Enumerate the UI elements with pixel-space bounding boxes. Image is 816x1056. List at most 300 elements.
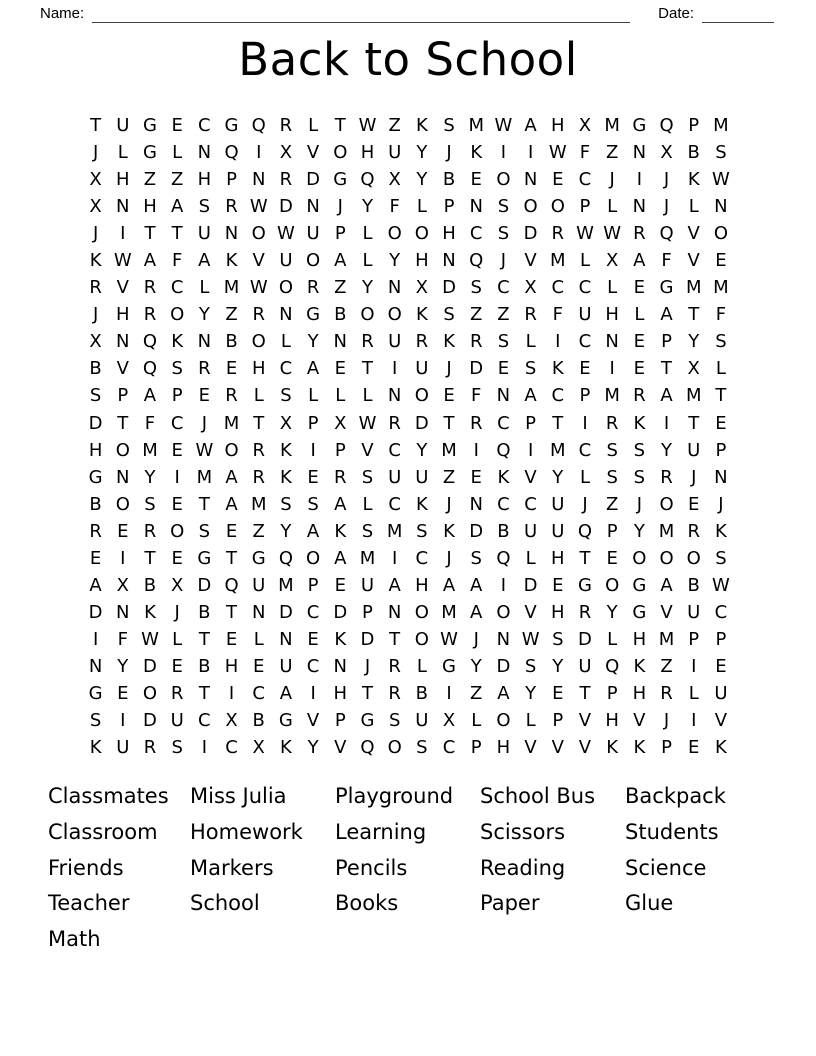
word-list-item: Friends [48, 855, 124, 880]
grid-letter: D [414, 412, 429, 434]
grid-row [82, 545, 735, 572]
grid-letter: F [579, 142, 591, 164]
grid-letter: L [362, 250, 373, 272]
word-list-item: Backpack [625, 784, 726, 808]
grid-letter: R [198, 358, 211, 380]
grid-letter: N [387, 385, 402, 407]
grid-letter: O [686, 547, 701, 569]
grid-letter: J [663, 196, 670, 218]
grid-letter: L [525, 547, 536, 569]
grid-letter: W [494, 115, 513, 136]
grid-row [82, 599, 735, 626]
grid-letter: X [279, 142, 293, 164]
grid-letter: Y [144, 466, 156, 488]
grid-letter: E [171, 439, 183, 461]
grid-letter: W [603, 223, 622, 245]
grid-letter: A [143, 385, 157, 407]
grid-letter: T [334, 115, 346, 136]
grid-letter: Y [552, 655, 564, 677]
grid-row [82, 382, 735, 409]
grid-letter: G [88, 466, 103, 488]
word-list-column [335, 779, 480, 958]
grid-letter: H [496, 737, 511, 759]
grid-row [82, 437, 735, 464]
grid-letter: A [306, 358, 320, 380]
grid-letter: P [579, 385, 591, 407]
grid-letter: E [715, 655, 727, 677]
grid-letter: L [172, 142, 183, 164]
grid-letter: N [333, 331, 348, 353]
grid-letter: R [469, 412, 483, 434]
grid-row [82, 572, 735, 599]
grid-letter: E [225, 358, 238, 380]
grid-letter: M [604, 115, 620, 136]
grid-letter: T [144, 223, 156, 245]
grid-letter: U [687, 439, 701, 461]
grid-letter: N [632, 142, 647, 164]
grid-letter: D [523, 574, 538, 596]
grid-letter: M [441, 439, 457, 461]
grid-letter: Z [442, 466, 456, 488]
grid-letter: C [388, 493, 401, 515]
grid-letter: S [524, 358, 537, 380]
grid-letter: E [171, 655, 183, 677]
grid-letter: S [198, 196, 211, 218]
grid-letter: D [360, 628, 375, 650]
grid-letter: O [170, 304, 185, 326]
grid-letter: R [89, 520, 102, 542]
grid-row [82, 734, 735, 761]
grid-letter: M [685, 277, 702, 299]
word-list-item: Teacher [48, 891, 130, 916]
grid-letter: K [415, 493, 428, 515]
grid-letter: X [524, 277, 537, 299]
grid-letter: K [144, 601, 156, 623]
grid-letter: L [308, 115, 319, 136]
grid-letter: O [333, 142, 348, 164]
grid-letter: A [334, 250, 347, 272]
grid-letter: T [198, 628, 210, 650]
grid-letter: L [253, 385, 264, 407]
grid-row [82, 410, 735, 437]
grid-letter: J [663, 169, 670, 191]
grid-letter: O [414, 223, 429, 245]
grid-letter: B [143, 574, 157, 596]
grid-letter: Y [416, 142, 428, 164]
grid-letter: O [659, 493, 674, 515]
grid-letter: A [279, 682, 293, 704]
grid-letter: V [578, 737, 592, 759]
grid-letter: D [278, 601, 293, 623]
grid-letter: M [278, 574, 294, 596]
grid-letter: H [143, 196, 157, 218]
grid-letter: B [442, 169, 456, 191]
grid-letter: V [687, 250, 700, 272]
grid-letter: I [120, 710, 126, 732]
grid-letter: E [552, 169, 564, 191]
grid-letter: E [715, 412, 727, 434]
grid-letter: N [387, 277, 402, 299]
grid-letter: K [415, 304, 428, 326]
grid-letter: R [361, 331, 374, 353]
grid-letter: N [632, 196, 647, 218]
grid-letter: S [524, 655, 537, 677]
grid-letter: P [606, 682, 618, 704]
grid-letter: D [143, 655, 157, 677]
grid-letter: P [715, 439, 727, 461]
grid-letter: E [470, 466, 482, 488]
grid-letter: K [225, 250, 238, 272]
grid-letter: Q [496, 547, 511, 569]
name-field[interactable] [92, 6, 630, 23]
grid-letter: A [470, 601, 483, 623]
grid-letter: E [117, 682, 129, 704]
grid-row [82, 464, 735, 491]
grid-letter: K [280, 466, 292, 488]
word-list-item: Playground [335, 784, 454, 808]
grid-letter: N [116, 601, 130, 623]
grid-letter: I [120, 547, 126, 569]
grid-letter: O [142, 682, 158, 704]
grid-letter: Y [307, 331, 319, 353]
grid-letter: R [388, 655, 401, 677]
grid-letter: S [280, 385, 292, 407]
grid-letter: Z [605, 142, 619, 164]
grid-letter: O [605, 574, 620, 596]
grid-letter: X [605, 250, 619, 272]
grid-letter: R [687, 520, 700, 542]
grid-letter: L [607, 277, 618, 299]
grid-letter: X [225, 710, 238, 732]
grid-letter: W [521, 628, 540, 650]
grid-letter: L [199, 277, 210, 299]
grid-letter: U [279, 250, 293, 272]
grid-letter: R [279, 169, 293, 191]
grid-letter: D [469, 358, 484, 380]
grid-letter: U [306, 223, 320, 245]
word-list-item: Classmates [48, 784, 169, 808]
grid-letter: O [659, 547, 674, 569]
grid-letter: N [714, 466, 728, 488]
grid-letter: A [198, 250, 211, 272]
grid-letter: S [552, 628, 564, 650]
grid-letter: A [524, 385, 537, 407]
grid-letter: C [578, 277, 592, 299]
grid-letter: Q [251, 115, 266, 136]
grid-letter: C [170, 277, 184, 299]
grid-letter: E [225, 520, 238, 542]
grid-letter: F [117, 628, 128, 650]
grid-letter: G [333, 169, 348, 191]
word-list-item: Math [48, 927, 101, 952]
grid-letter: S [89, 385, 102, 407]
word-list-item: Markers [190, 855, 274, 880]
grid-letter: Q [605, 655, 620, 677]
grid-letter: Y [552, 466, 564, 488]
grid-letter: I [310, 682, 316, 704]
grid-letter: M [142, 439, 158, 461]
grid-letter: L [362, 385, 373, 407]
worksheet-header [40, 1, 774, 23]
grid-letter: K [551, 358, 564, 380]
grid-letter: V [578, 710, 592, 732]
grid-letter: P [688, 115, 700, 136]
grid-letter: I [392, 358, 398, 380]
grid-letter: M [223, 277, 240, 299]
grid-letter: H [116, 304, 130, 326]
word-list-item: Books [335, 891, 399, 916]
grid-letter: F [471, 385, 482, 407]
grid-row [82, 680, 735, 707]
grid-letter: C [578, 331, 592, 353]
grid-letter: C [497, 493, 510, 515]
grid-letter: D [469, 520, 484, 542]
grid-letter: N [279, 628, 293, 650]
grid-letter: L [362, 223, 373, 245]
word-list-item: School Bus [480, 784, 596, 808]
grid-letter: E [715, 250, 727, 272]
grid-letter: E [307, 628, 319, 650]
grid-letter: C [524, 493, 537, 515]
grid-letter: V [306, 142, 320, 164]
grid-letter: T [90, 115, 102, 136]
name-label: Name: [40, 5, 85, 22]
grid-letter: H [116, 169, 130, 191]
grid-letter: R [225, 196, 238, 218]
grid-letter: W [358, 115, 377, 136]
grid-letter: K [715, 737, 727, 759]
grid-letter: R [633, 385, 646, 407]
grid-letter: D [306, 169, 321, 191]
page-title: Back to School [238, 33, 578, 86]
grid-letter: Z [225, 304, 238, 326]
grid-letter: O [632, 547, 647, 569]
grid-letter: K [171, 331, 184, 353]
grid-letter: T [226, 601, 238, 623]
grid-letter: R [334, 466, 347, 488]
grid-letter: J [446, 358, 452, 380]
grid-letter: S [633, 466, 646, 488]
grid-letter: O [115, 439, 130, 461]
grid-letter: G [197, 547, 212, 569]
grid-letter: R [660, 466, 673, 488]
grid-letter: M [685, 385, 702, 407]
grid-letter: B [252, 710, 265, 732]
grid-letter: E [171, 493, 183, 515]
grid-letter: R [170, 682, 184, 704]
word-list-item: Glue [625, 891, 674, 916]
grid-letter: G [251, 547, 266, 569]
grid-letter: I [92, 628, 99, 650]
grid-letter: G [632, 115, 647, 136]
grid-letter: R [306, 277, 320, 299]
grid-letter: O [387, 223, 402, 245]
grid-letter: L [579, 466, 590, 488]
grid-letter: A [442, 574, 456, 596]
grid-letter: X [279, 412, 293, 434]
grid-letter: A [334, 493, 347, 515]
word-list-column [625, 779, 726, 958]
word-list [48, 779, 796, 958]
grid-letter: L [607, 628, 618, 650]
grid-letter: O [496, 601, 511, 623]
grid-letter: S [388, 710, 401, 732]
word-list-item: Pencils [335, 855, 408, 880]
grid-letter: N [279, 304, 293, 326]
grid-letter: E [552, 574, 564, 596]
grid-letter: J [446, 493, 452, 515]
grid-letter: R [143, 304, 157, 326]
grid-letter: R [415, 331, 429, 353]
grid-letter: P [171, 385, 183, 407]
grid-letter: I [310, 439, 316, 461]
grid-letter: Y [117, 655, 129, 677]
grid-letter: V [524, 466, 537, 488]
grid-letter: X [170, 574, 184, 596]
grid-letter: Y [525, 682, 537, 704]
grid-letter: S [171, 358, 183, 380]
grid-letter: O [550, 196, 565, 218]
grid-letter: K [606, 737, 619, 759]
grid-letter: C [388, 439, 401, 461]
grid-letter: J [663, 710, 670, 732]
grid-row [82, 355, 735, 382]
word-list-column [48, 779, 190, 958]
grid-letter: J [691, 466, 697, 488]
grid-letter: M [658, 628, 675, 650]
grid-letter: U [524, 520, 538, 542]
grid-letter: A [225, 493, 238, 515]
grid-letter: N [333, 655, 348, 677]
grid-letter: O [115, 493, 130, 515]
grid-letter: V [687, 223, 700, 245]
grid-letter: T [552, 412, 564, 434]
grid-letter: Y [280, 520, 292, 542]
grid-letter: H [551, 115, 565, 136]
grid-letter: S [443, 304, 455, 326]
word-list-column [190, 779, 335, 958]
grid-row [82, 518, 735, 545]
grid-letter: V [334, 737, 347, 759]
grid-letter: B [198, 655, 211, 677]
grid-letter: U [252, 574, 266, 596]
grid-letter: A [225, 466, 238, 488]
grid-letter: N [251, 169, 266, 191]
grid-letter: X [116, 574, 129, 596]
grid-letter: R [551, 223, 565, 245]
grid-letter: U [551, 493, 565, 515]
grid-letter: N [116, 331, 130, 353]
grid-letter: J [92, 142, 99, 164]
grid-letter: G [224, 115, 239, 136]
grid-letter: H [605, 710, 619, 732]
grid-letter: X [252, 737, 265, 759]
grid-letter: E [552, 682, 564, 704]
grid-letter: J [636, 493, 642, 515]
grid-letter: T [661, 358, 673, 380]
grid-letter: B [334, 304, 347, 326]
grid-letter: A [388, 574, 401, 596]
grid-letter: R [578, 601, 592, 623]
grid-letter: L [688, 196, 699, 218]
grid-letter: M [604, 385, 620, 407]
grid-letter: U [415, 466, 429, 488]
word-list-column [480, 779, 625, 958]
grid-letter: U [279, 655, 293, 677]
grid-letter: J [446, 142, 452, 164]
grid-letter: F [144, 412, 156, 434]
grid-letter: J [582, 493, 588, 515]
grid-letter: H [551, 601, 565, 623]
grid-letter: G [306, 304, 321, 326]
grid-letter: V [252, 250, 265, 272]
grid-letter: P [443, 196, 455, 218]
grid-letter: Y [606, 601, 618, 623]
grid-letter: L [253, 628, 264, 650]
grid-letter: T [579, 547, 591, 569]
grid-letter: H [197, 169, 212, 191]
grid-letter: Z [470, 304, 483, 326]
grid-letter: N [469, 493, 483, 515]
grid-letter: I [473, 439, 479, 461]
grid-letter: Y [361, 196, 373, 218]
grid-letter: V [116, 358, 129, 380]
grid-letter: R [524, 304, 537, 326]
grid-letter: Q [278, 547, 293, 569]
grid-letter: N [523, 169, 538, 191]
grid-letter: S [470, 547, 482, 569]
grid-letter: E [171, 115, 183, 136]
grid-letter: S [361, 466, 374, 488]
grid-letter: M [713, 115, 729, 136]
grid-letter: S [198, 520, 211, 542]
grid-letter: S [416, 737, 428, 759]
grid-letter: G [577, 574, 592, 596]
grid-letter: U [170, 710, 184, 732]
grid-letter: N [496, 385, 511, 407]
grid-letter: A [306, 520, 320, 542]
grid-letter: I [500, 574, 507, 596]
grid-letter: C [252, 682, 265, 704]
grid-letter: L [688, 682, 699, 704]
grid-letter: U [388, 331, 402, 353]
grid-letter: X [89, 196, 102, 218]
grid-letter: S [497, 331, 510, 353]
grid-letter: S [89, 710, 102, 732]
grid-letter: W [277, 223, 295, 245]
grid-letter: L [280, 331, 291, 353]
grid-letter: K [715, 520, 727, 542]
grid-letter: G [360, 710, 375, 732]
grid-letter: E [198, 385, 211, 407]
grid-letter: P [362, 601, 373, 623]
grid-letter: B [687, 142, 700, 164]
date-field[interactable] [702, 6, 774, 23]
grid-letter: E [225, 628, 238, 650]
grid-letter: E [579, 358, 591, 380]
grid-letter: P [307, 412, 319, 434]
grid-letter: P [606, 520, 618, 542]
grid-letter: Q [659, 115, 674, 136]
grid-letter: R [89, 277, 102, 299]
grid-letter: K [470, 142, 483, 164]
grid-letter: A [524, 115, 537, 136]
grid-letter: W [548, 142, 567, 164]
grid-letter: G [278, 710, 293, 732]
grid-letter: H [551, 547, 565, 569]
grid-letter: H [415, 574, 429, 596]
grid-letter: O [523, 196, 538, 218]
